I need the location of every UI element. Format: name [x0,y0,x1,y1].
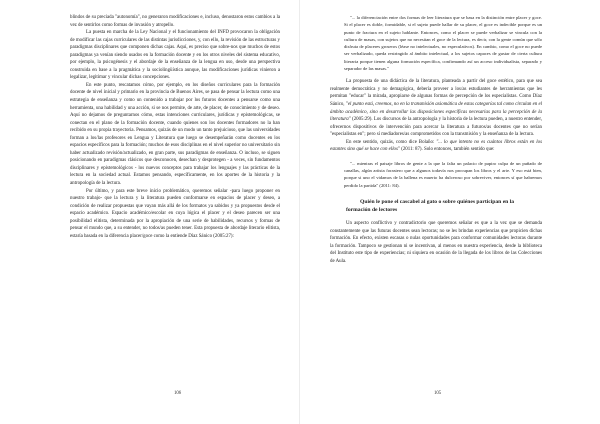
section-heading: Quién le pone el cascabel al gato o sobre quiénes participan en la [360,199,515,206]
right-paragraph-3: Un aspecto conflictivo y contradictorio que queremos señalar es que a la vez que se demanda constantemente que las futuras docentes sean lectoras; no se les brindan experiencias que propicien dichas formación. En efecto, existen escasas o nulas oportunidades para conformar comunidades lectoras durante la formación. Tampoco se gestionan ni se incentivan, al menos en nuestra experiencia, desde la biblioteca del Instituto este tipo de experiencias; ni siquiera en ocasión de la llegada de los libros de las Colecciones de Aula. [330,221,542,264]
left-text-column [70,14,280,240]
block-quote-2: "... mientras el paisaje libros de gente a la que la falta un palacio de papiro culpa de un puñado de canallas, algún artista forastero que a algunos todavía nos procupan los libros y el arte. Y eso está bien, porque si uno el vidamos de la ballena es muerto ha dulceroso por sobreviver, entonces sí que habremos perdido la partida" (2011: 84). [344,160,542,188]
section-heading-cont: formación de lectores [346,207,398,214]
right-paragraph-1-tail: (2005:29). Los discursos de la antropología y la historia de la lectura pueden, a nuestro entender, ofrecernos dispositivos de intervención para acercar la literatura a futuros/as docentes que no serían "especialistas en"; pero sí mediadores/as comprometidos con la transmisión y la enseñanza de la lectura. [330,117,542,138]
right-paragraph-2 [330,139,542,154]
right-paragraph-1-citation: "el punto está, creemos, no en la transmisión axiomática de estas categorías tal como circulan en el ámbito académico, sino en desarrollar las disposiciones específicas necesarias para la percepción de la literatura" [330,102,542,123]
left-paragraph-1: blindos de su preciada "autonomía", no generaron modificaciones e, incluso, denostaron estos cambios a la vez de sentirlos como formas de invasión y atropello. [70,15,280,28]
right-text-column [330,14,542,265]
right-paragraph-2-text: En este sentido, quizás, como dice Bolaño: [346,139,435,145]
right-page-number: 105 [434,391,442,396]
left-paragraph-2: La puesta en marcha de la Ley Nacional y el funcionamiento del INFD provocaron la obligación de modificar las cajas curriculares de las distintas jurisdicciones, y, con ello, la revisión de las estructuras y paradigmas disciplinares que componen dichas cajas. Aquí, es preciso que sobre-nos que muchos de estos paradigmas ya venían siendo usados en la formación docente y en los otros niveles del sistema educativo, por ejemplo, la psicogénesis y el abordaje de la enseñanza de la lengua en uso, desde una perspectiva construida en base a la pragmática y la sociolingüística aunque, las modificaciones jurídicas vinieron a legalizar, legitimar y vincular dichas concepciones. [70,30,280,81]
right-paragraph-1-text: La propuesta de una didáctica de la literatura, planteada a partir del goce estético, para que sea realmente democrática y no demagógica, debería proveer a los/as estudiantes de herramientas que les permitan "educar" la mirada, apropiarse de algunas formas de percepción de los especialistas. Como Díaz Sánico, [330,79,542,108]
right-paragraph-2-citation: "... lo que intento no es cuántos libros están en los estantes sino qué se hace con ellos" [330,139,542,153]
block-quote-1: "... la diferenciación entre dos formas de leer literatura que se basa en la distinción entre placer y goce. Si el placer es doble, formidable, si el sujeto puede hallar de su placer, el goce es indecible porque es un punto de fractura en el sujeto hablante. Entonces, como el placer se puede verbalizar se vincula con la cultura de masas, con sujetos que no necesitan el goce de la lectura, es decir, con la gente común que sólo disfruta de placeres groseros (léase no intelectuales, no especulativos). En cambio, como el goce no puede ser verbalizado, queda restringido al ámbito intelectual, a los sujetos capaces de gustar de cierta cultura literaria porque tienen alguna formación específica, confirmando así un acceso individualista, separado y separador de las masas." [344,15,542,72]
right-paragraph-2-tail: (2011: 87). Solo entonces, también sentido que: [401,147,495,153]
left-paragraph-4: Por último, y para este breve inicio problemático, queremos señalar -para luego proponer en nuestro trabajo- que la lectura y la literatura pueden conformarse en espacios de placer y deseo, a condición de realizar propuestas que vayan más allá de los formatos ya sabidos y ya propuestos desde el espacio académico. Espacio académico/escolar en cuya lógica el placer y el deseo parecen ser una posibilidad elitista, determinada por la apropiación de una serie de habilidades, recursos y formas de pensar el mundo que, a su entender, no todos/as pueden tener. Esta propuesta de abordaje literario elitista, estaría basada en la diferencia placer/goce como la entiende Díaz Sánico (2005:27): [70,188,280,239]
right-page [300,0,600,424]
right-paragraph-1 [330,78,542,138]
left-page-number: 106 [174,391,182,396]
left-paragraph-3: En este punto, rescatamos cómo, por ejemplo, en los diseños curriculares para la formación docente de nivel inicial y primario en la provincia de Buenos Aires, se pasa de pensar la lectura como una estrategia de enseñanza y como un contenido a trabajar por los futuros docentes a pensarse como una herramienta, una habilidad y una acción, si se nos permite, de arte, de placer, de conocimiento y de deseo. Aquí no dejamos de preguntarnos cómo, estas intenciones curriculares, jurídicas y epistemológicas, se conectan en el plano de la formación docente, cuando quienes son los docentes formadores no la han recibido en su propia trayectoria. Pensamos, quizás de un modo un tanto prejuicioso, que las universidades forman a los/las profesores en Lengua y Literatura que luego se desempeñarán como docentes en los espacios específicos para la formación; muchos de esos disciplinas en el nivel superior no universitario sin haber actualizado revisión/actualizado, en gran parte, sus paradigmas de enseñanza. O incluso, se siguen posicionando en paradigmas clásicos que desconocen, desechan y desprotegen - a veces, sin fundamentos disciplinares y epistemológicos - los nuevos conceptos para trabajar los lenguajes y las prácticas de la lectura en la sociedad actual. Estamos pensando, específicamente, en los aportes de la historia y la antropología de la lectura. [70,82,280,187]
